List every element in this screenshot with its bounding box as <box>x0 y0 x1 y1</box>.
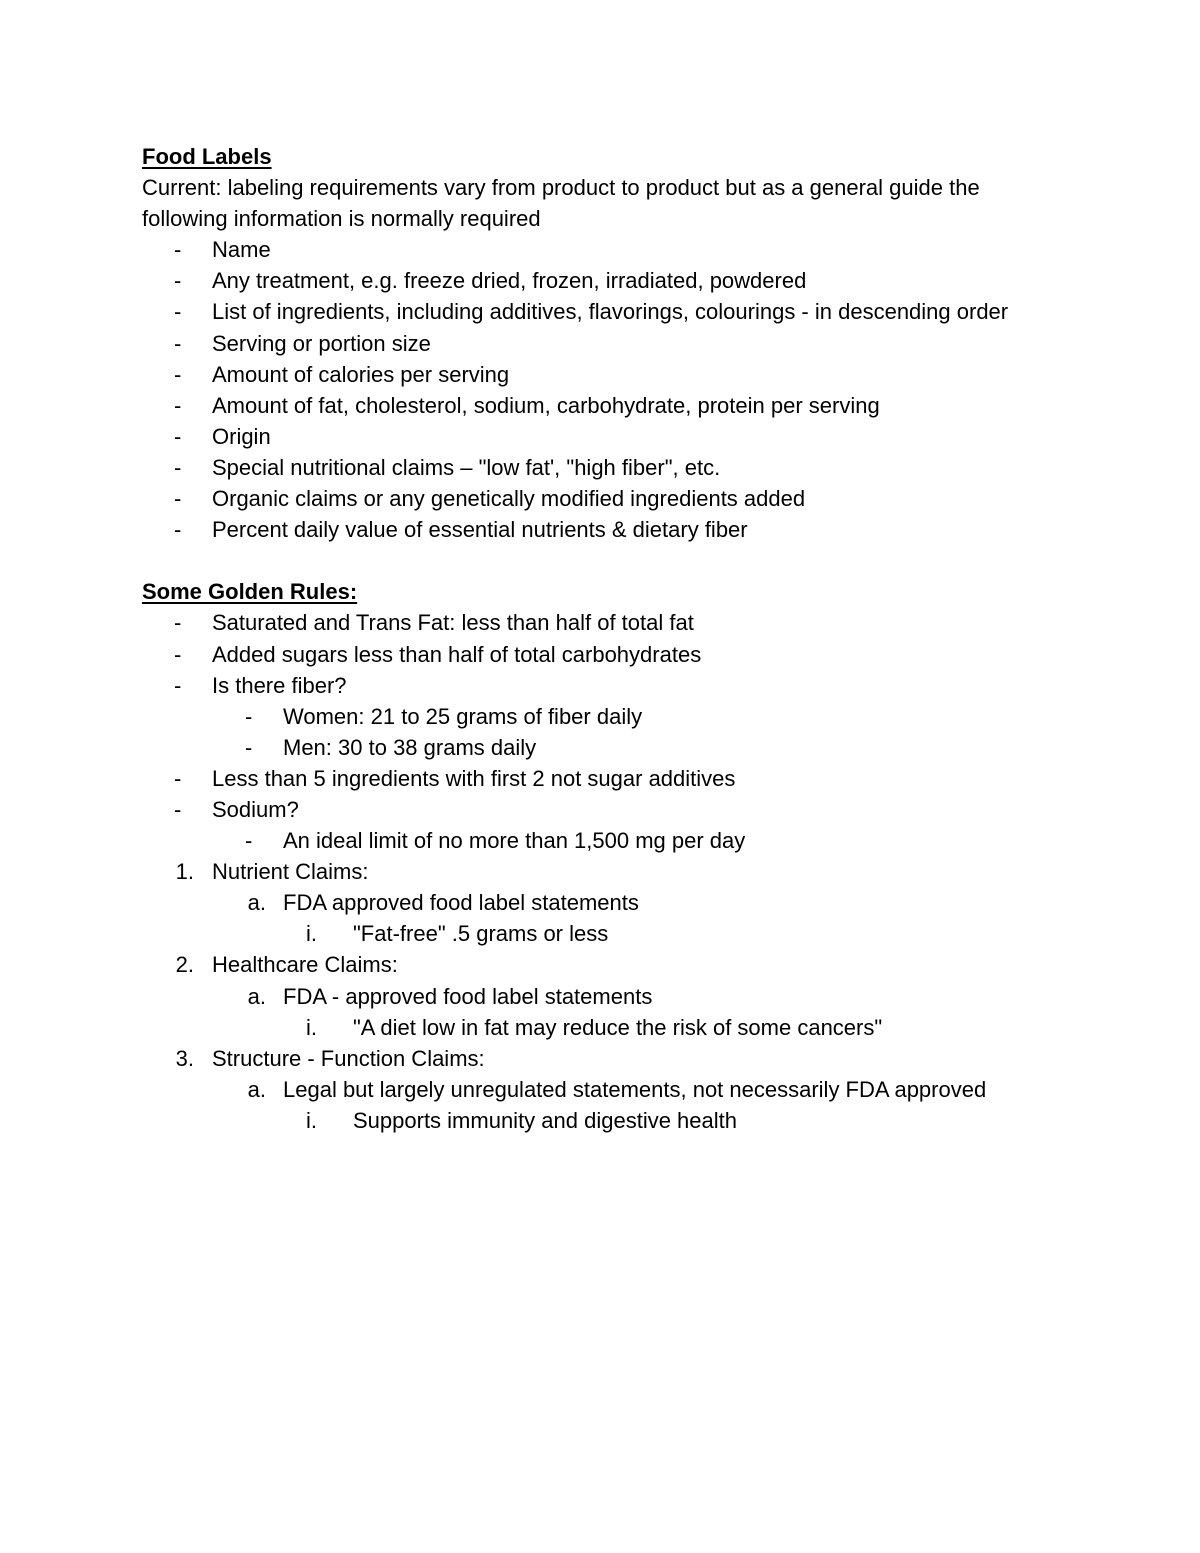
bullet-dash: - <box>174 641 182 667</box>
list-item-text: Organic claims or any genetically modified ingredients added <box>212 486 806 512</box>
list-item-text: Added sugars less than half of total carbohydrates <box>212 641 702 667</box>
list-item <box>142 421 1062 452</box>
lettered-item <box>142 1074 1062 1105</box>
claim-detail: FDA approved food label statements <box>283 890 639 916</box>
list-item-text: Percent daily value of essential nutrients & dietary fiber <box>212 517 748 543</box>
bullet-dash: - <box>174 423 182 449</box>
sub-list-item <box>142 701 1062 732</box>
list-item <box>142 390 1062 421</box>
list-item-text: Sodium? <box>212 796 299 822</box>
document-body <box>142 141 1062 1136</box>
lettered-item <box>142 981 1062 1012</box>
bullet-dash: - <box>174 392 182 418</box>
sub-list-item <box>142 732 1062 763</box>
item-letter: a. <box>247 1076 266 1102</box>
list-item-text: Special nutritional claims – "low fat', "high fiber", etc. <box>212 454 721 480</box>
bullet-dash: - <box>174 237 182 263</box>
blank-line <box>142 545 1062 576</box>
list-item <box>142 265 1062 296</box>
sub-list-item <box>142 825 1062 856</box>
bullet-dash: - <box>174 486 182 512</box>
golden-rules-list <box>142 607 1062 856</box>
list-item-text: Amount of fat, cholesterol, sodium, carbohydrate, protein per serving <box>212 392 880 418</box>
claim-title: Nutrient Claims: <box>212 859 369 885</box>
lettered-item <box>142 887 1062 918</box>
section-heading-golden-rules: Some Golden Rules: <box>142 579 358 605</box>
list-item-text: An ideal limit of no more than 1,500 mg per day <box>283 828 746 854</box>
claim-detail: Legal but largely unregulated statements, not necessarily FDA approved <box>283 1076 987 1102</box>
roman-item <box>142 1012 1062 1043</box>
list-item <box>142 234 1062 265</box>
claim-detail: FDA - approved food label statements <box>283 983 653 1009</box>
list-item-text: Amount of calories per serving <box>212 361 510 387</box>
item-number: 2. <box>175 952 194 978</box>
numbered-item <box>142 949 1062 980</box>
item-number: 3. <box>175 1045 194 1071</box>
list-item <box>142 514 1062 545</box>
intro-paragraph: Current: labeling requirements vary from product to product but as a general guide the following information is normally required <box>142 175 980 232</box>
list-item <box>142 670 1062 701</box>
item-letter: a. <box>247 890 266 916</box>
claim-example: "Fat-free" .5 grams or less <box>353 921 609 947</box>
list-item-text: Serving or portion size <box>212 330 431 356</box>
list-item <box>142 607 1062 638</box>
bullet-dash: - <box>174 765 182 791</box>
bullet-dash: - <box>174 454 182 480</box>
bullet-dash: - <box>245 734 253 760</box>
list-item <box>142 328 1062 359</box>
bullet-dash: - <box>174 796 182 822</box>
claim-title: Healthcare Claims: <box>212 952 398 978</box>
claim-example: Supports immunity and digestive health <box>353 1107 737 1133</box>
list-item-text: Is there fiber? <box>212 672 347 698</box>
list-item <box>142 359 1062 390</box>
list-item <box>142 483 1062 514</box>
bullet-dash: - <box>245 703 253 729</box>
section-heading-food-labels: Food Labels <box>142 144 272 169</box>
bullet-dash: - <box>174 672 182 698</box>
list-item-text: Origin <box>212 423 271 449</box>
bullet-dash: - <box>174 330 182 356</box>
numbered-item <box>142 1043 1062 1074</box>
item-letter: a. <box>247 983 266 1009</box>
bullet-dash: - <box>174 299 182 325</box>
list-item <box>142 296 1062 327</box>
list-item <box>142 639 1062 670</box>
claim-title: Structure - Function Claims: <box>212 1045 485 1071</box>
roman-item <box>142 918 1062 949</box>
list-item <box>142 794 1062 825</box>
bullet-dash: - <box>174 610 182 636</box>
bullet-dash: - <box>174 517 182 543</box>
list-item-text: List of ingredients, including additives, flavorings, colourings - in descending order <box>212 299 1009 325</box>
list-item <box>142 452 1062 483</box>
item-roman: i. <box>306 1107 317 1133</box>
list-item-text: Saturated and Trans Fat: less than half of total fat <box>212 610 694 636</box>
list-item-text: Women: 21 to 25 grams of fiber daily <box>283 703 643 729</box>
item-roman: i. <box>306 1014 317 1040</box>
bullet-dash: - <box>174 268 182 294</box>
list-item-text: Less than 5 ingredients with first 2 not sugar additives <box>212 765 736 791</box>
item-roman: i. <box>306 921 317 947</box>
bullet-dash: - <box>245 828 253 854</box>
list-item <box>142 763 1062 794</box>
claim-example: "A diet low in fat may reduce the risk of some cancers" <box>353 1014 883 1040</box>
food-label-requirements-list <box>142 234 1062 545</box>
roman-item <box>142 1105 1062 1136</box>
bullet-dash: - <box>174 361 182 387</box>
item-number: 1. <box>175 859 194 885</box>
list-item-text: Men: 30 to 38 grams daily <box>283 734 537 760</box>
list-item-text: Name <box>212 237 271 263</box>
numbered-item <box>142 856 1062 887</box>
list-item-text: Any treatment, e.g. freeze dried, frozen, irradiated, powdered <box>212 268 807 294</box>
claims-numbered-list <box>142 856 1062 1136</box>
